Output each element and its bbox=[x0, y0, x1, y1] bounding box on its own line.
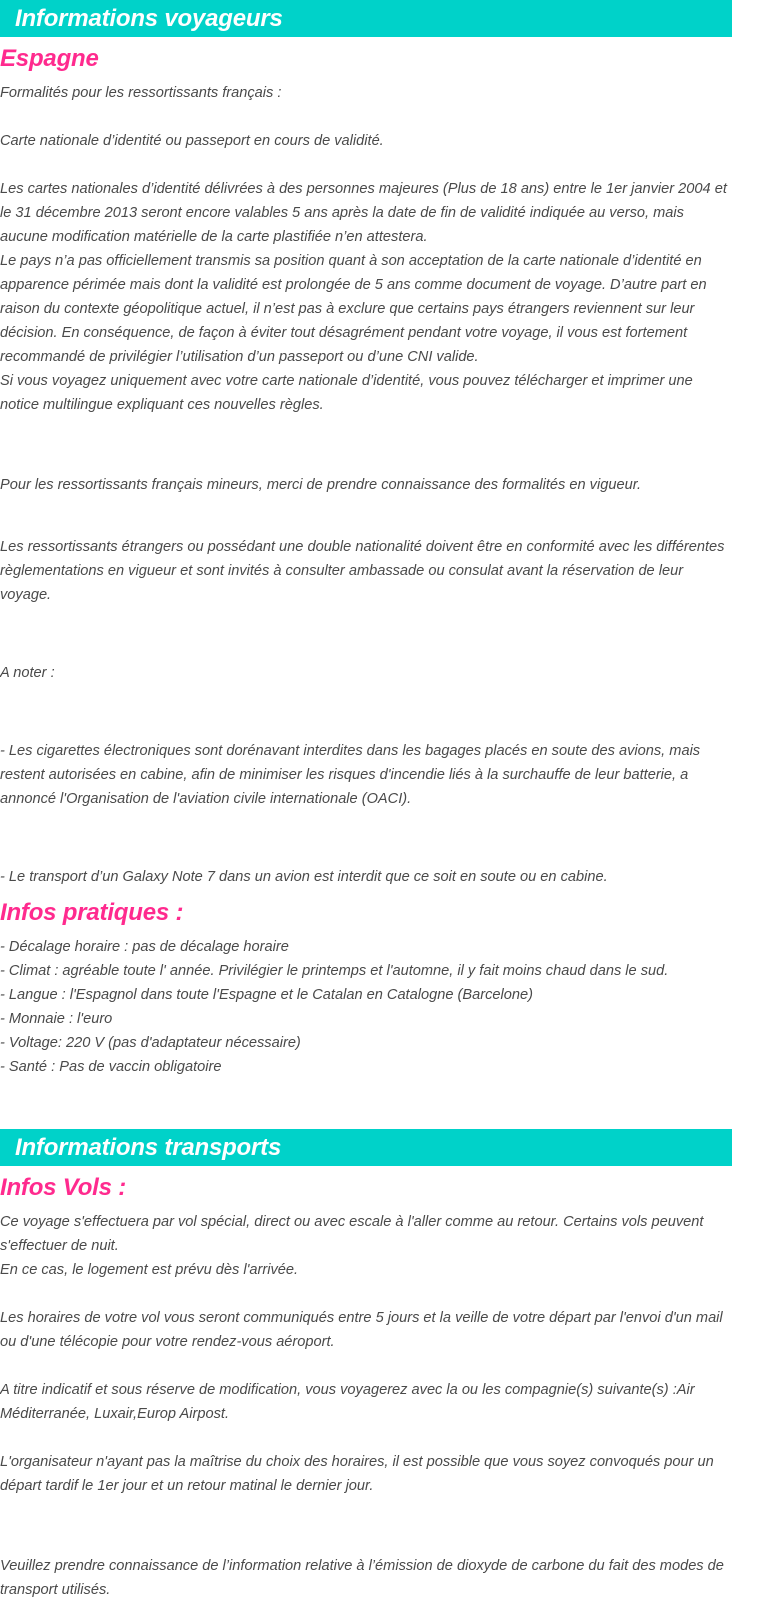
transports-banner bbox=[0, 1129, 732, 1166]
infos-vols-heading: Infos Vols : bbox=[0, 1174, 127, 1201]
note-label: A noter : bbox=[0, 665, 55, 681]
galaxy-note-text: - Le transport d’un Galaxy Note 7 dans un avion est interdit que ce soit en soute ou en cabine. bbox=[0, 869, 608, 885]
infos-pratiques-list bbox=[0, 935, 732, 1079]
voyageurs-banner-title: Informations voyageurs bbox=[15, 4, 283, 32]
list-item: - Santé : Pas de vaccin obligatoire bbox=[0, 1059, 222, 1075]
cni-country-position-text: Le pays n’a pas officiellement transmis sa position quant à son acceptation de la carte nationale d’identité en apparence périmée mais dont la validité est prolongée de 5 ans comme document de voyage. D’autre part en raison du contexte géopolitique actuel, il n’est pas à exclure que certains pays étrangers reviennent sur leur décision. En conséquence, de façon à éviter tout désagrément pendant votre voyage, il vous est fortement recommandé de privilégier l’utilisation d’un passeport ou d’une CNI valide. bbox=[0, 253, 707, 365]
flight-type-text: Ce voyage s'effectuera par vol spécial, direct ou avec escale à l'aller comme au retour. Certains vols peuvent s'effectuer de nuit. bbox=[0, 1214, 704, 1254]
flight-schedule-text: Les horaires de votre vol vous seront communiqués entre 5 jours et la veille de votre départ par l'envoi d'un mail ou d'une télécopie pour votre rendez-vous aéroport. bbox=[0, 1310, 723, 1350]
airlines-text: A titre indicatif et sous réserve de modification, vous voyagerez avec la ou les compagnie(s) suivante(s) :Air Méditerranée, Luxair,Europ Airpost. bbox=[0, 1382, 695, 1422]
id-requirement: Carte nationale d’identité ou passeport en cours de validité. bbox=[0, 133, 384, 149]
co2-info-text: Veuillez prendre connaissance de l’information relative à l’émission de dioxyde de carbone du fait des modes de transport utilisés. bbox=[0, 1558, 724, 1598]
list-item: - Langue : l'Espagnol dans toute l'Espagne et le Catalan en Catalogne (Barcelone) bbox=[0, 987, 533, 1003]
list-item: - Décalage horaire : pas de décalage horaire bbox=[0, 939, 289, 955]
voyageurs-banner bbox=[0, 0, 732, 37]
schedule-disclaimer-text: L'organisateur n'ayant pas la maîtrise du choix des horaires, il est possible que vous soyez convoqués pour un départ tardif le 1er jour et un retour matinal le dernier jour. bbox=[0, 1454, 714, 1494]
cni-notice-text: Si vous voyagez uniquement avec votre carte nationale d’identité, vous pouvez télécharger et imprimer une notice multilingue expliquant ces nouvelles règles. bbox=[0, 373, 693, 413]
e-cigarette-note: - Les cigarettes électroniques sont dorénavant interdites dans les bagages placés en soute des avions, mais restent autorisées en cabine, afin de minimiser les risques d'incendie liés à la surchauffe de leur batterie, a annoncé l'Organisation de l'aviation civile internationale (OACI). bbox=[0, 743, 701, 807]
list-item: - Climat : agréable toute l' année. Privilégier le printemps et l'automne, il y fait moins chaud dans le sud. bbox=[0, 963, 669, 979]
lodging-text: En ce cas, le logement est prévu dès l'arrivée. bbox=[0, 1262, 299, 1278]
formalites-intro: Formalités pour les ressortissants français : bbox=[0, 85, 282, 101]
country-heading: Espagne bbox=[0, 45, 99, 72]
infos-pratiques-heading: Infos pratiques : bbox=[0, 899, 184, 926]
minors-text: Pour les ressortissants français mineurs, merci de prendre connaissance des formalités en vigueur. bbox=[0, 477, 642, 493]
foreign-nationals-text: Les ressortissants étrangers ou possédant une double nationalité doivent être en conformité avec les différentes règlementations en vigueur et sont invités à consulter ambassade ou consulat avant la réservation de leur voyage. bbox=[0, 539, 725, 603]
transports-banner-title: Informations transports bbox=[15, 1133, 282, 1161]
list-item: - Voltage: 220 V (pas d'adaptateur nécessaire) bbox=[0, 1035, 301, 1051]
cni-validity-text: Les cartes nationales d’identité délivrées à des personnes majeures (Plus de 18 ans) entre le 1er janvier 2004 et le 31 décembre 2013 seront encore valables 5 ans après la date de fin de validité indiquée au verso, mais aucune modification matérielle de la carte plastifiée n’en attestera. bbox=[0, 181, 727, 245]
list-item: - Monnaie : l'euro bbox=[0, 1011, 113, 1027]
